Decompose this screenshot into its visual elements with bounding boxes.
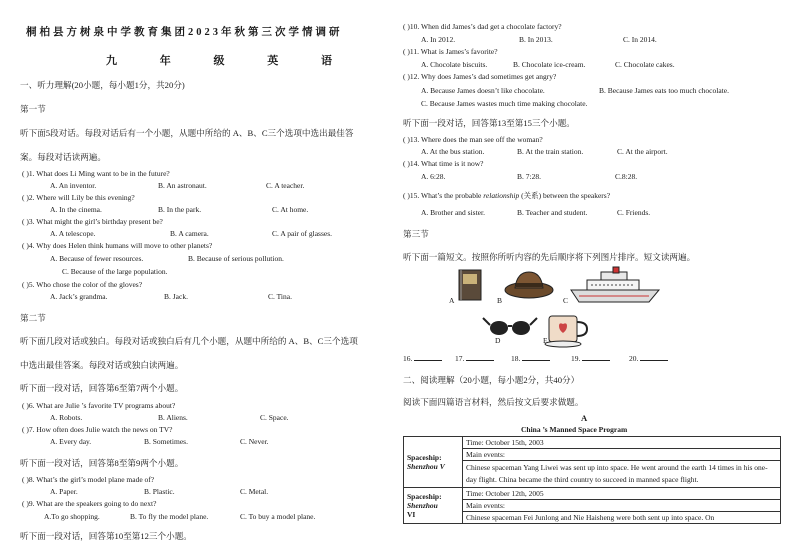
picture-label-d: D: [495, 336, 501, 345]
q15-stem-start: ( )15. What’s the probable: [403, 191, 484, 200]
question-15: [403, 190, 610, 201]
spaceship-cell: [404, 488, 463, 524]
spaceship-name: Shenzhou: [407, 501, 438, 510]
q10-option-b[interactable]: B. In 2013.: [519, 35, 553, 44]
q15-option-c[interactable]: C. Friends.: [617, 208, 651, 217]
q9-option-c[interactable]: C. To buy a model plane.: [240, 512, 316, 521]
answer-blank-16[interactable]: [403, 352, 442, 363]
q15-stem-end: (关系) between the speakers?: [519, 191, 611, 200]
q9-option-a[interactable]: A.To go shopping.: [44, 512, 100, 521]
section3-instructions: 听下面一篇短文。按照你所听内容的先后顺序将下列图片排序。短文读两遍。: [403, 252, 696, 262]
answer-blank-18[interactable]: [511, 352, 550, 363]
q12-option-a[interactable]: A. Because James doesn’t like chocolate.: [421, 86, 545, 95]
q11-option-c[interactable]: C. Chocolate cakes.: [615, 60, 675, 69]
q12-option-b[interactable]: B. Because James eats too much chocolate.: [599, 86, 729, 95]
answer-blank-17[interactable]: [455, 352, 494, 363]
mug-picture: [545, 316, 587, 347]
q10-option-c[interactable]: C. In 2014.: [623, 35, 657, 44]
part2-heading: 二、阅读理解（20小题，每小题2分，共40分）: [403, 375, 580, 385]
q10-option-a[interactable]: A. In 2012.: [421, 35, 456, 44]
q11-option-b[interactable]: B. Chocolate ice-cream.: [513, 60, 586, 69]
q8-option-c[interactable]: C. Metal.: [240, 487, 269, 496]
part1-heading: 一、听力理解(20小题，每小题1分，共20分): [20, 80, 185, 90]
question-11: ( )11. What is James’s favorite?: [403, 47, 498, 56]
blank-18-line[interactable]: [522, 352, 550, 361]
section2-label: 第二节: [20, 313, 46, 323]
dialogue-4-instruction: 听下面一段对话，回答第13至第15三个小题。: [403, 118, 575, 128]
blank-17-label: 17.: [455, 354, 465, 363]
question-2: ( )2. Where will Lily be this evening?: [22, 193, 135, 202]
section3-label: 第三节: [403, 229, 429, 239]
dialogue-3-instruction: 听下面一段对话，回答第10至第12三个小题。: [20, 531, 192, 541]
part2-instructions: 阅读下面四篇语言材料，然后按文后要求做题。: [403, 397, 584, 407]
q6-option-a[interactable]: A. Robots.: [50, 413, 83, 422]
book-picture: [459, 270, 481, 300]
space-program-table: [403, 436, 781, 524]
q3-option-b[interactable]: B. A camera.: [170, 229, 209, 238]
ship-picture: [571, 267, 659, 302]
q4-option-b[interactable]: B. Because of serious pollution.: [188, 254, 284, 263]
question-14: ( )14. What time is it now?: [403, 159, 484, 168]
q5-option-b[interactable]: B. Jack.: [164, 292, 188, 301]
blank-17-line[interactable]: [466, 352, 494, 361]
picture-label-e: E: [543, 336, 548, 345]
main-events-label: Main events:: [463, 500, 781, 512]
q1-option-b[interactable]: B. An astronaut.: [158, 181, 207, 190]
q8-option-a[interactable]: A. Paper.: [50, 487, 78, 496]
q2-option-c[interactable]: C. At home.: [272, 205, 309, 214]
q15-stem-italic: relationship: [483, 191, 520, 200]
q6-option-c[interactable]: C. Space.: [260, 413, 289, 422]
section2-instructions: 听下面几段对话或独白。每段对话或独白后有几个小题，从题中所给的 A、B、C三个选项: [20, 336, 358, 346]
q6-option-b[interactable]: B. Aliens.: [158, 413, 188, 422]
question-8: ( )8. What’s the girl’s model plane made of?: [22, 475, 155, 484]
answer-blank-20[interactable]: [629, 352, 668, 363]
q13-option-c[interactable]: C. At the airport.: [617, 147, 668, 156]
time-cell: Time: October 12th, 2005: [463, 488, 781, 500]
q5-option-c[interactable]: C. Tina.: [268, 292, 292, 301]
spaceship-label: Spaceship:: [407, 453, 442, 462]
q15-option-a[interactable]: A. Brother and sister.: [421, 208, 485, 217]
question-9: ( )9. What are the speakers going to do next?: [22, 499, 157, 508]
section2-instructions-cont: 中选出最佳答案。每段对话或独白读两遍。: [20, 360, 184, 370]
q1-option-c[interactable]: C. A teacher.: [266, 181, 305, 190]
spaceship-name: Shenzhou V: [407, 462, 445, 471]
passage-title: China ’s Manned Space Program: [521, 425, 628, 434]
events-text: Chinese spaceman Yang Liwei was sent up into space. He went around the earth 14 times in his one-day flight. China became the third country to succeed in manned space flight.: [463, 461, 781, 488]
picture-label-c: C: [563, 296, 569, 305]
q7-option-a[interactable]: A. Every day.: [50, 437, 92, 446]
question-7: ( )7. How often does Julie watch the news on TV?: [22, 425, 173, 434]
blank-16-line[interactable]: [414, 352, 442, 361]
hat-picture: [505, 272, 553, 298]
picture-label-a: A: [449, 296, 455, 305]
q4-option-a[interactable]: A. Because of fewer resources.: [50, 254, 144, 263]
dialogue-2-instruction: 听下面一段对话，回答第8至第9两个小题。: [20, 458, 184, 468]
q7-option-b[interactable]: B. Sometimes.: [144, 437, 188, 446]
blank-20-line[interactable]: [640, 352, 668, 361]
q8-option-b[interactable]: B. Plastic.: [144, 487, 175, 496]
section1-label: 第一节: [20, 104, 46, 114]
q13-option-a[interactable]: A. At the bus station.: [421, 147, 485, 156]
spaceship-label: Spaceship:: [407, 492, 442, 501]
question-6: ( )6. What are Julie ’s favorite TV programs about?: [22, 401, 176, 410]
passage-letter: A: [581, 413, 588, 423]
question-3: ( )3. What might the girl’s birthday present be?: [22, 217, 163, 226]
question-5: ( )5. Who chose the color of the gloves?: [22, 280, 143, 289]
main-events-label: Main events:: [463, 449, 781, 461]
section1-instructions: 听下面5段对话。每段对话后有一个小题，从题中所给的 A、B、C三个选项中选出最佳答: [20, 128, 354, 138]
school-title: 桐柏县方树泉中学教育集团2023年秋第三次学情调研: [26, 27, 343, 38]
picture-group: [449, 266, 683, 348]
q14-option-a[interactable]: A. 6:28.: [421, 172, 446, 181]
q14-option-c[interactable]: C.8:28.: [615, 172, 638, 181]
question-10: ( )10. When did James’s dad get a chocolate factory?: [403, 22, 562, 31]
blank-18-label: 18.: [511, 354, 521, 363]
q3-option-a[interactable]: A. A telescope.: [50, 229, 96, 238]
q14-option-b[interactable]: B. 7:28.: [517, 172, 541, 181]
q7-option-c[interactable]: C. Never.: [240, 437, 269, 446]
events-text: Chinese spaceman Fei Junlong and Nie Haisheng were both sent up into space. On: [463, 512, 781, 524]
blank-20-label: 20.: [629, 354, 639, 363]
q3-option-c[interactable]: C. A pair of glasses.: [272, 229, 332, 238]
time-cell: Time: October 15th, 2003: [463, 437, 781, 449]
question-12: ( )12. Why does James’s dad sometimes get angry?: [403, 72, 557, 81]
table-row: [404, 488, 781, 500]
blank-16-label: 16.: [403, 354, 413, 363]
q5-option-a[interactable]: A. Jack’s grandma.: [50, 292, 108, 301]
question-13: ( )13. Where does the man see off the woman?: [403, 135, 543, 144]
picture-label-b: B: [497, 296, 503, 305]
table-row: [404, 437, 781, 449]
q9-option-b[interactable]: B. To fly the model plane.: [130, 512, 209, 521]
q2-option-b[interactable]: B. In the park.: [158, 205, 202, 214]
blank-19-line[interactable]: [582, 352, 610, 361]
dialogue-1-instruction: 听下面一段对话，回答第6至第7两个小题。: [20, 383, 184, 393]
sunglasses-picture: [483, 318, 537, 335]
spaceship-cell: [404, 437, 463, 488]
picture-drawings: [453, 266, 683, 348]
section1-instructions-cont: 案。每段对话读两遍。: [20, 152, 106, 162]
spaceship-number: VI: [407, 510, 416, 519]
q2-option-a[interactable]: A. In the cinema.: [50, 205, 102, 214]
q4-option-c[interactable]: C. Because of the large population.: [62, 267, 168, 276]
q11-option-a[interactable]: A. Chocolate biscuits.: [421, 60, 488, 69]
q1-option-a[interactable]: A. An inventor.: [50, 181, 97, 190]
q15-option-b[interactable]: B. Teacher and student.: [517, 208, 588, 217]
blank-19-label: 19.: [571, 354, 581, 363]
question-4: ( )4. Why does Helen think humans will move to other planets?: [22, 241, 213, 250]
answer-blank-19[interactable]: [571, 352, 610, 363]
q12-option-c[interactable]: C. Because James wastes much time making chocolate.: [421, 99, 588, 108]
q13-option-b[interactable]: B. At the train station.: [517, 147, 584, 156]
grade-subject-title: 九 年 级 英 语: [106, 55, 352, 67]
question-1: ( )1. What does Li Ming want to be in the future?: [22, 169, 170, 178]
